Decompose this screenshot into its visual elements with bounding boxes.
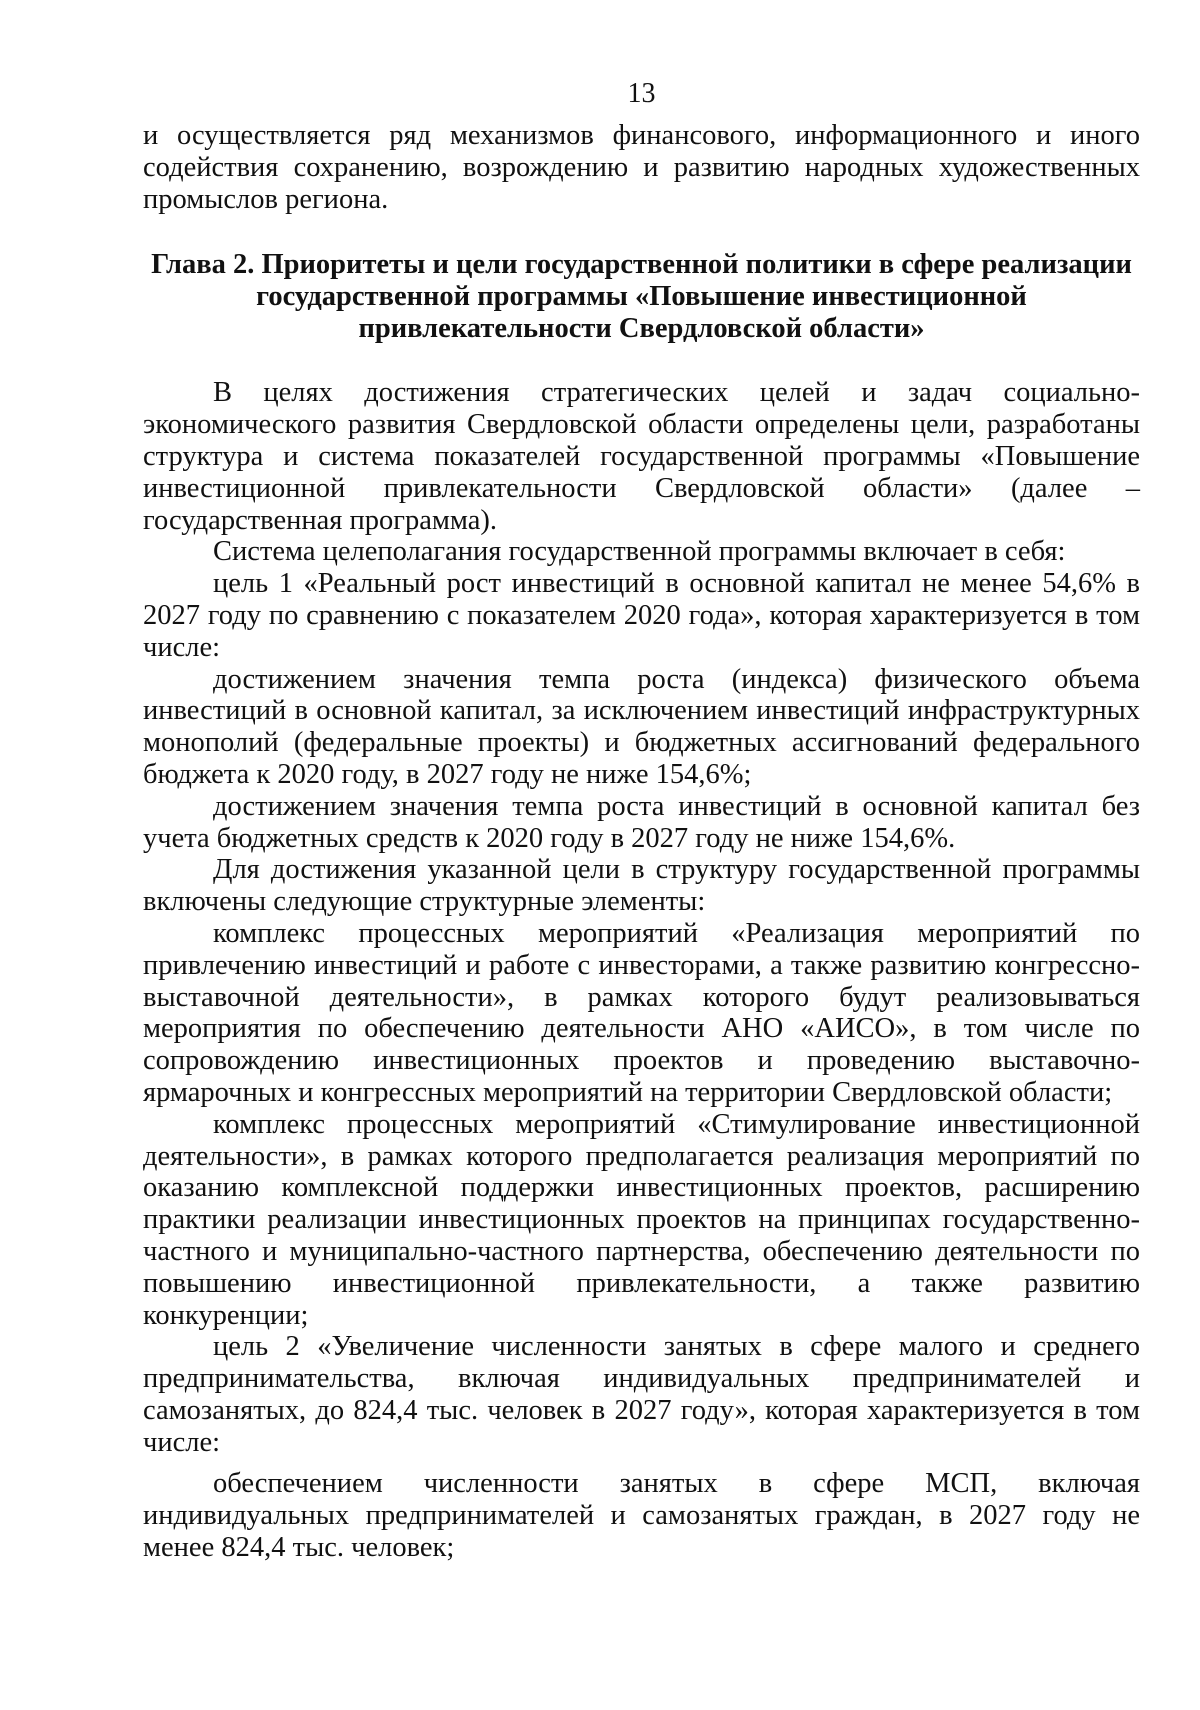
- body-paragraph: Система целеполагания государственной программы включает в себя:: [213, 536, 1066, 568]
- chapter-title-line-2: государственной программы «Повышение инвестиционной: [256, 281, 1027, 313]
- body-paragraph: В целях достижения стратегических целей и задач социально-экономического развития Свердловской области определены цели, разработаны структура и система показателей государственной программы «Повышение инвестиционной привлекательности Свердловской области» (далее – государственная программа).: [143, 377, 1140, 536]
- body-paragraph: цель 1 «Реальный рост инвестиций в основной капитал не менее 54,6% в 2027 году по сравнению с показателем 2020 года», которая характеризуется в том числе:: [143, 568, 1140, 663]
- paragraph-gap: [143, 1458, 1140, 1468]
- body-paragraph: цель 2 «Увеличение численности занятых в сфере малого и среднего предпринимательства, включая индивидуальных предпринимателей и самозанятых, до 824,4 тыс. человек в 2027 году», которая характеризуется в том числе:: [143, 1331, 1140, 1458]
- body-paragraph: достижением значения темпа роста (индекса) физического объема инвестиций в основной капитал, за исключением инвестиций инфраструктурных монополий (федеральные проекты) и бюджетных ассигнований федерального бюджета к 2020 году, в 2027 году не ниже 154,6%;: [143, 663, 1140, 790]
- body-paragraph: Для достижения указанной цели в структуру государственной программы включены следующие структурные элементы:: [143, 854, 1140, 918]
- document-page: [143, 78, 1140, 1564]
- intro-paragraph: и осуществляется ряд механизмов финансового, информационного и иного содействия сохранению, возрождению и развитию народных художественных промыслов региона.: [143, 120, 1140, 215]
- body-paragraph: обеспечением численности занятых в сфере МСП, включая индивидуальных предпринимателей и самозанятых граждан, в 2027 году не менее 824,4 тыс. человек;: [143, 1468, 1140, 1564]
- body-paragraph: комплекс процессных мероприятий «Реализация мероприятий по привлечению инвестиций и работе с инвесторами, а также развитию конгрессно-выставочной деятельности», в рамках которого будут реализовываться мероприятия по обеспечению деятельности АНО «АИСО», в том числе по сопровождению инвестиционных проектов и проведению выставочно-ярмарочных и конгрессных мероприятий на территории Свердловской области;: [143, 917, 1140, 1108]
- chapter-title-line-3: привлекательности Свердловской области»: [358, 313, 925, 345]
- chapter-title: [143, 249, 1140, 345]
- page-number: 13: [627, 78, 656, 109]
- body-paragraph: достижением значения темпа роста инвестиций в основной капитал без учета бюджетных средств к 2020 году в 2027 году не ниже 154,6%.: [143, 790, 1140, 854]
- chapter-title-line-1: Глава 2. Приоритеты и цели государственной политики в сфере реализации: [151, 249, 1132, 281]
- body-paragraph: комплекс процессных мероприятий «Стимулирование инвестиционной деятельности», в рамках которого предполагается реализация мероприятий по оказанию комплексной поддержки инвестиционных проектов, расширению практики реализации инвестиционных проектов на принципах государственно-частного и муниципально-частного партнерства, обеспечению деятельности по повышению инвестиционной привлекательности, а также развитию конкуренции;: [143, 1108, 1140, 1331]
